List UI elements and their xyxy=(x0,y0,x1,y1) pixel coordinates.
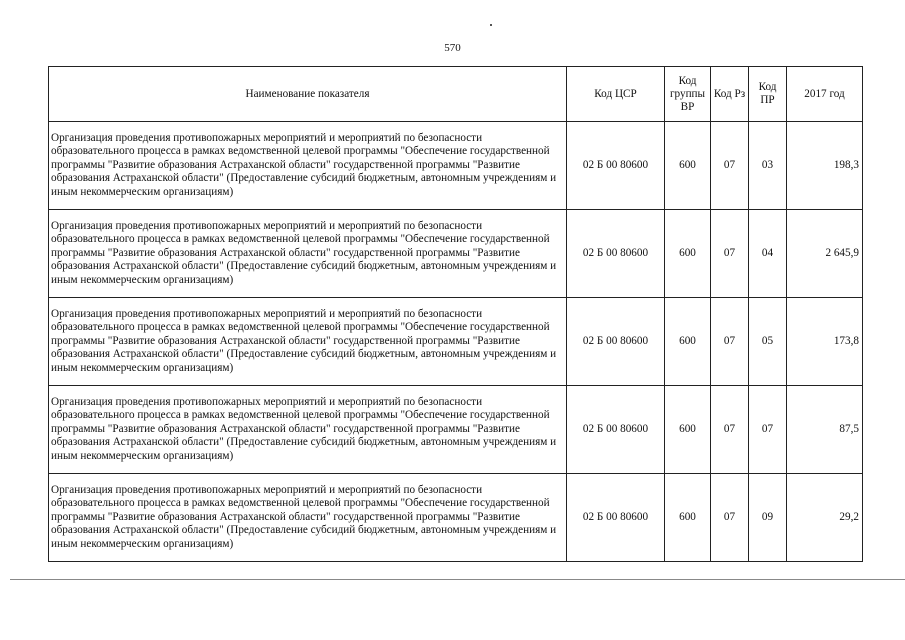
header-year: 2017 год xyxy=(787,67,863,122)
scan-speck xyxy=(490,24,492,26)
table-row xyxy=(49,210,863,298)
cell-csr: 02 Б 00 80600 xyxy=(567,122,665,210)
page-bottom-rule xyxy=(10,579,905,580)
table-row xyxy=(49,122,863,210)
cell-vr: 600 xyxy=(665,474,711,562)
table-row xyxy=(49,474,863,562)
cell-pr: 04 xyxy=(749,210,787,298)
cell-csr: 02 Б 00 80600 xyxy=(567,298,665,386)
cell-vr: 600 xyxy=(665,210,711,298)
cell-rz: 07 xyxy=(711,122,749,210)
cell-pr: 05 xyxy=(749,298,787,386)
cell-csr: 02 Б 00 80600 xyxy=(567,474,665,562)
table-header-row xyxy=(49,67,863,122)
cell-name: Организация проведения противопожарных мероприятий и мероприятий по безопасности образовательного процесса в рамках ведомственной целевой программы "Обеспечение государственной программы "Развитие образования Астраханской области" государственной программы "Развитие образования Астраханской области" (Предоставление субсидий бюджетным, автономным учреждениям и иным некоммерческим организациям) xyxy=(49,122,567,210)
cell-vr: 600 xyxy=(665,386,711,474)
cell-amount: 2 645,9 xyxy=(787,210,863,298)
cell-amount: 198,3 xyxy=(787,122,863,210)
cell-vr: 600 xyxy=(665,122,711,210)
cell-csr: 02 Б 00 80600 xyxy=(567,210,665,298)
cell-amount: 87,5 xyxy=(787,386,863,474)
header-name: Наименование показателя xyxy=(49,67,567,122)
table-row xyxy=(49,298,863,386)
cell-pr: 03 xyxy=(749,122,787,210)
table-row xyxy=(49,386,863,474)
cell-name: Организация проведения противопожарных мероприятий и мероприятий по безопасности образовательного процесса в рамках ведомственной целевой программы "Обеспечение государственной программы "Развитие образования Астраханской области" государственной программы "Развитие образования Астраханской области" (Предоставление субсидий бюджетным, автономным учреждениям и иным некоммерческим организациям) xyxy=(49,474,567,562)
cell-csr: 02 Б 00 80600 xyxy=(567,386,665,474)
cell-name: Организация проведения противопожарных мероприятий и мероприятий по безопасности образовательного процесса в рамках ведомственной целевой программы "Обеспечение государственной программы "Развитие образования Астраханской области" государственной программы "Развитие образования Астраханской области" (Предоставление субсидий бюджетным, автономным учреждениям и иным некоммерческим организациям) xyxy=(49,298,567,386)
cell-name: Организация проведения противопожарных мероприятий и мероприятий по безопасности образовательного процесса в рамках ведомственной целевой программы "Обеспечение государственной программы "Развитие образования Астраханской области" государственной программы "Развитие образования Астраханской области" (Предоставление субсидий бюджетным, автономным учреждениям и иным некоммерческим организациям) xyxy=(49,386,567,474)
cell-rz: 07 xyxy=(711,474,749,562)
cell-pr: 09 xyxy=(749,474,787,562)
budget-table xyxy=(48,66,863,562)
page-number: 570 xyxy=(444,42,461,54)
header-csr: Код ЦСР xyxy=(567,67,665,122)
header-rz: Код Рз xyxy=(711,67,749,122)
cell-rz: 07 xyxy=(711,298,749,386)
cell-name: Организация проведения противопожарных мероприятий и мероприятий по безопасности образовательного процесса в рамках ведомственной целевой программы "Обеспечение государственной программы "Развитие образования Астраханской области" государственной программы "Развитие образования Астраханской области" (Предоставление субсидий бюджетным, автономным учреждениям и иным некоммерческим организациям) xyxy=(49,210,567,298)
header-pr: Код ПР xyxy=(749,67,787,122)
cell-vr: 600 xyxy=(665,298,711,386)
header-vr: Код группы ВР xyxy=(665,67,711,122)
cell-amount: 173,8 xyxy=(787,298,863,386)
cell-rz: 07 xyxy=(711,386,749,474)
cell-amount: 29,2 xyxy=(787,474,863,562)
cell-pr: 07 xyxy=(749,386,787,474)
cell-rz: 07 xyxy=(711,210,749,298)
